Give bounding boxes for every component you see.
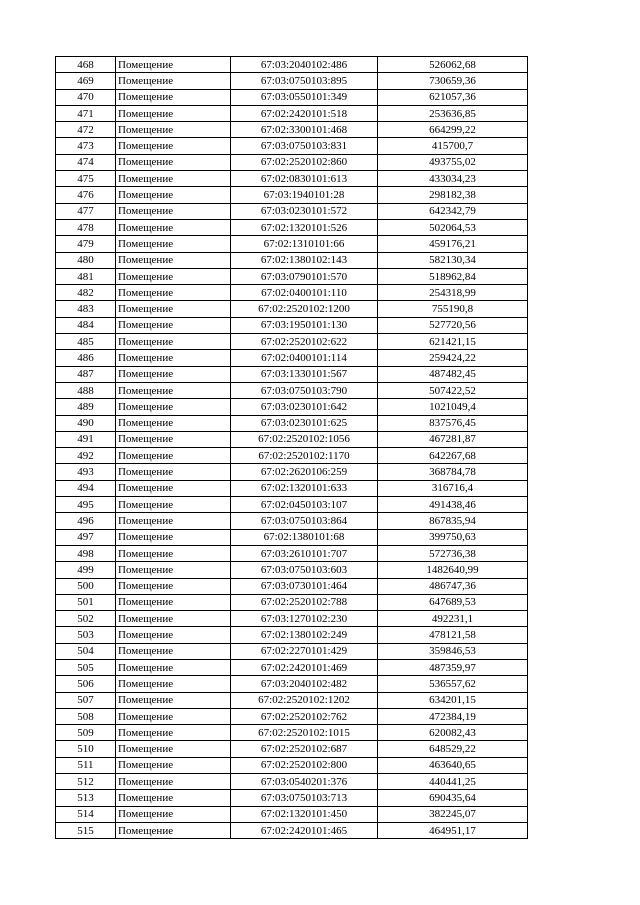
table-row [56,285,528,301]
cadastral-number-cell: 67:02:2520102:1170 [231,448,378,464]
object-type-cell: Помещение [116,236,231,252]
cadastral-number-cell: 67:02:1320101:450 [231,806,378,822]
table-row [56,676,528,692]
row-number-cell: 489 [56,399,116,415]
table-row [56,203,528,219]
row-number-cell: 497 [56,529,116,545]
cadastral-number-cell: 67:03:1330101:567 [231,366,378,382]
object-type-cell: Помещение [116,806,231,822]
table-row [56,350,528,366]
row-number-cell: 475 [56,171,116,187]
object-type-cell: Помещение [116,431,231,447]
cadastral-number-cell: 67:02:2520102:1056 [231,431,378,447]
cadastral-number-cell: 67:02:0830101:613 [231,171,378,187]
table-row [56,317,528,333]
row-number-cell: 473 [56,138,116,154]
cadastral-number-cell: 67:02:0400101:114 [231,350,378,366]
cadastral-number-cell: 67:02:1380102:249 [231,627,378,643]
row-number-cell: 502 [56,611,116,627]
row-number-cell: 483 [56,301,116,317]
object-type-cell: Помещение [116,643,231,659]
object-type-cell: Помещение [116,399,231,415]
table-row [56,497,528,513]
object-type-cell: Помещение [116,268,231,284]
cadastral-number-cell: 67:02:2520102:800 [231,757,378,773]
table-row [56,57,528,73]
row-number-cell: 491 [56,431,116,447]
cadastral-value-cell: 487482,45 [378,366,528,382]
table-row [56,822,528,838]
object-type-cell: Помещение [116,350,231,366]
cadastral-value-cell: 359846,53 [378,643,528,659]
object-type-cell: Помещение [116,562,231,578]
object-type-cell: Помещение [116,382,231,398]
cadastral-value-cell: 502064,53 [378,219,528,235]
object-type-cell: Помещение [116,334,231,350]
cadastral-value-cell: 368784,78 [378,464,528,480]
cadastral-number-cell: 67:03:2040102:482 [231,676,378,692]
cadastral-value-cell: 1021049,4 [378,399,528,415]
cadastral-value-cell: 253636,85 [378,105,528,121]
cadastral-value-cell: 459176,21 [378,236,528,252]
cadastral-number-cell: 67:02:2520102:1200 [231,301,378,317]
cadastral-number-cell: 67:03:0750103:790 [231,382,378,398]
row-number-cell: 478 [56,219,116,235]
cadastral-value-cell: 620082,43 [378,725,528,741]
object-type-cell: Помещение [116,301,231,317]
cadastral-number-cell: 67:02:2520102:762 [231,708,378,724]
row-number-cell: 513 [56,790,116,806]
cadastral-value-cell: 399750,63 [378,529,528,545]
object-type-cell: Помещение [116,545,231,561]
object-type-cell: Помещение [116,105,231,121]
cadastral-number-cell: 67:02:2420101:469 [231,659,378,675]
cadastral-number-cell: 67:03:0790101:570 [231,268,378,284]
cadastral-value-cell: 440441,25 [378,774,528,790]
table-row [56,578,528,594]
cadastral-number-cell: 67:03:1270102:230 [231,611,378,627]
table-row [56,122,528,138]
cadastral-value-cell: 487359,97 [378,659,528,675]
cadastral-value-cell: 464951,17 [378,822,528,838]
cadastral-value-cell: 648529,22 [378,741,528,757]
row-number-cell: 505 [56,659,116,675]
table-row [56,480,528,496]
table-row [56,154,528,170]
table-row [56,545,528,561]
row-number-cell: 514 [56,806,116,822]
object-type-cell: Помещение [116,611,231,627]
cadastral-number-cell: 67:02:1310101:66 [231,236,378,252]
cadastral-value-cell: 664299,22 [378,122,528,138]
cadastral-value-cell: 493755,02 [378,154,528,170]
object-type-cell: Помещение [116,529,231,545]
row-number-cell: 506 [56,676,116,692]
cadastral-value-cell: 433034,23 [378,171,528,187]
table-row [56,627,528,643]
cadastral-value-cell: 507422,52 [378,382,528,398]
table-row [56,399,528,415]
cadastral-value-cell: 486747,36 [378,578,528,594]
object-type-cell: Помещение [116,317,231,333]
row-number-cell: 477 [56,203,116,219]
cadastral-number-cell: 67:03:2040102:486 [231,57,378,73]
row-number-cell: 485 [56,334,116,350]
cadastral-number-cell: 67:03:0230101:642 [231,399,378,415]
row-number-cell: 474 [56,154,116,170]
cadastral-value-cell: 254318,99 [378,285,528,301]
object-type-cell: Помещение [116,594,231,610]
cadastral-value-cell: 572736,38 [378,545,528,561]
table-row [56,562,528,578]
table-row [56,464,528,480]
object-type-cell: Помещение [116,741,231,757]
row-number-cell: 469 [56,73,116,89]
cadastral-number-cell: 67:02:3300101:468 [231,122,378,138]
cadastral-number-cell: 67:03:0750103:831 [231,138,378,154]
row-number-cell: 479 [56,236,116,252]
cadastral-value-cell: 621057,36 [378,89,528,105]
object-type-cell: Помещение [116,774,231,790]
table-row [56,659,528,675]
cadastral-value-cell: 730659,36 [378,73,528,89]
row-number-cell: 510 [56,741,116,757]
object-type-cell: Помещение [116,171,231,187]
row-number-cell: 495 [56,497,116,513]
table-row [56,252,528,268]
row-number-cell: 484 [56,317,116,333]
table-row [56,268,528,284]
cadastral-number-cell: 67:02:1380102:143 [231,252,378,268]
cadastral-number-cell: 67:03:0750103:603 [231,562,378,578]
row-number-cell: 490 [56,415,116,431]
cadastral-number-cell: 67:03:0230101:572 [231,203,378,219]
table-row [56,594,528,610]
row-number-cell: 493 [56,464,116,480]
object-type-cell: Помещение [116,203,231,219]
cadastral-number-cell: 67:02:2620106:259 [231,464,378,480]
cadastral-value-cell: 755190,8 [378,301,528,317]
cadastral-number-cell: 67:03:0540201:376 [231,774,378,790]
cadastral-value-cell: 478121,58 [378,627,528,643]
cadastral-number-cell: 67:02:0450103:107 [231,497,378,513]
row-number-cell: 503 [56,627,116,643]
cadastral-number-cell: 67:03:0730101:464 [231,578,378,594]
row-number-cell: 471 [56,105,116,121]
table-row [56,105,528,121]
table-row [56,611,528,627]
cadastral-number-cell: 67:02:2420101:465 [231,822,378,838]
row-number-cell: 498 [56,545,116,561]
row-number-cell: 504 [56,643,116,659]
table-row [56,171,528,187]
table-row [56,806,528,822]
cadastral-value-cell: 642267,68 [378,448,528,464]
cadastral-value-table [55,56,528,839]
table-row [56,725,528,741]
cadastral-number-cell: 67:03:0550101:349 [231,89,378,105]
object-type-cell: Помещение [116,692,231,708]
object-type-cell: Помещение [116,138,231,154]
cadastral-number-cell: 67:02:0400101:110 [231,285,378,301]
row-number-cell: 501 [56,594,116,610]
object-type-cell: Помещение [116,366,231,382]
cadastral-number-cell: 67:02:2520102:860 [231,154,378,170]
cadastral-value-cell: 690435,64 [378,790,528,806]
object-type-cell: Помещение [116,578,231,594]
cadastral-value-cell: 837576,45 [378,415,528,431]
object-type-cell: Помещение [116,464,231,480]
table-row [56,741,528,757]
row-number-cell: 488 [56,382,116,398]
table-row [56,513,528,529]
row-number-cell: 500 [56,578,116,594]
document-page [55,56,507,839]
row-number-cell: 494 [56,480,116,496]
cadastral-number-cell: 67:03:0750103:713 [231,790,378,806]
cadastral-value-cell: 415700,7 [378,138,528,154]
table-row [56,415,528,431]
row-number-cell: 508 [56,708,116,724]
row-number-cell: 486 [56,350,116,366]
cadastral-value-cell: 634201,15 [378,692,528,708]
cadastral-value-cell: 867835,94 [378,513,528,529]
table-row [56,448,528,464]
object-type-cell: Помещение [116,154,231,170]
object-type-cell: Помещение [116,627,231,643]
cadastral-number-cell: 67:02:2520102:1202 [231,692,378,708]
row-number-cell: 511 [56,757,116,773]
cadastral-value-cell: 582130,34 [378,252,528,268]
object-type-cell: Помещение [116,448,231,464]
table-row [56,73,528,89]
object-type-cell: Помещение [116,708,231,724]
object-type-cell: Помещение [116,725,231,741]
cadastral-value-cell: 298182,38 [378,187,528,203]
cadastral-number-cell: 67:03:1950101:130 [231,317,378,333]
object-type-cell: Помещение [116,497,231,513]
cadastral-value-cell: 526062,68 [378,57,528,73]
table-row [56,334,528,350]
cadastral-number-cell: 67:02:1320101:526 [231,219,378,235]
cadastral-value-cell: 536557,62 [378,676,528,692]
row-number-cell: 480 [56,252,116,268]
cadastral-value-cell: 316716,4 [378,480,528,496]
object-type-cell: Помещение [116,89,231,105]
table-row [56,187,528,203]
table-row [56,529,528,545]
cadastral-value-cell: 491438,46 [378,497,528,513]
table-row [56,219,528,235]
cadastral-value-cell: 518962,84 [378,268,528,284]
cadastral-number-cell: 67:03:0750103:864 [231,513,378,529]
table-row [56,236,528,252]
object-type-cell: Помещение [116,415,231,431]
cadastral-value-cell: 621421,15 [378,334,528,350]
table-row [56,790,528,806]
row-number-cell: 470 [56,89,116,105]
object-type-cell: Помещение [116,822,231,838]
cadastral-value-cell: 259424,22 [378,350,528,366]
object-type-cell: Помещение [116,57,231,73]
cadastral-value-cell: 463640,65 [378,757,528,773]
row-number-cell: 468 [56,57,116,73]
object-type-cell: Помещение [116,187,231,203]
table-row [56,366,528,382]
row-number-cell: 476 [56,187,116,203]
table-row [56,774,528,790]
cadastral-value-cell: 472384,19 [378,708,528,724]
table-row [56,89,528,105]
row-number-cell: 496 [56,513,116,529]
object-type-cell: Помещение [116,513,231,529]
cadastral-value-cell: 467281,87 [378,431,528,447]
row-number-cell: 515 [56,822,116,838]
table-row [56,643,528,659]
cadastral-number-cell: 67:02:1320101:633 [231,480,378,496]
row-number-cell: 509 [56,725,116,741]
row-number-cell: 492 [56,448,116,464]
cadastral-number-cell: 67:02:2420101:518 [231,105,378,121]
object-type-cell: Помещение [116,676,231,692]
row-number-cell: 499 [56,562,116,578]
object-type-cell: Помещение [116,122,231,138]
cadastral-value-cell: 642342,79 [378,203,528,219]
table-row [56,382,528,398]
object-type-cell: Помещение [116,252,231,268]
row-number-cell: 507 [56,692,116,708]
cadastral-value-cell: 1482640,99 [378,562,528,578]
object-type-cell: Помещение [116,219,231,235]
row-number-cell: 482 [56,285,116,301]
object-type-cell: Помещение [116,757,231,773]
object-type-cell: Помещение [116,480,231,496]
object-type-cell: Помещение [116,790,231,806]
cadastral-number-cell: 67:02:2520102:622 [231,334,378,350]
cadastral-number-cell: 67:02:2520102:788 [231,594,378,610]
cadastral-number-cell: 67:02:2520102:687 [231,741,378,757]
row-number-cell: 487 [56,366,116,382]
cadastral-value-cell: 492231,1 [378,611,528,627]
row-number-cell: 481 [56,268,116,284]
cadastral-number-cell: 67:03:1940101:28 [231,187,378,203]
cadastral-number-cell: 67:02:2520102:1015 [231,725,378,741]
row-number-cell: 472 [56,122,116,138]
cadastral-value-cell: 382245,07 [378,806,528,822]
table-row [56,138,528,154]
object-type-cell: Помещение [116,659,231,675]
cadastral-value-cell: 647689,53 [378,594,528,610]
table-row [56,431,528,447]
cadastral-number-cell: 67:03:2610101:707 [231,545,378,561]
cadastral-value-cell: 527720,56 [378,317,528,333]
table-row [56,692,528,708]
cadastral-number-cell: 67:03:0750103:895 [231,73,378,89]
table-row [56,757,528,773]
table-body [56,57,528,839]
row-number-cell: 512 [56,774,116,790]
object-type-cell: Помещение [116,73,231,89]
cadastral-number-cell: 67:02:2270101:429 [231,643,378,659]
cadastral-number-cell: 67:02:1380101:68 [231,529,378,545]
cadastral-number-cell: 67:03:0230101:625 [231,415,378,431]
object-type-cell: Помещение [116,285,231,301]
table-row [56,708,528,724]
table-row [56,301,528,317]
